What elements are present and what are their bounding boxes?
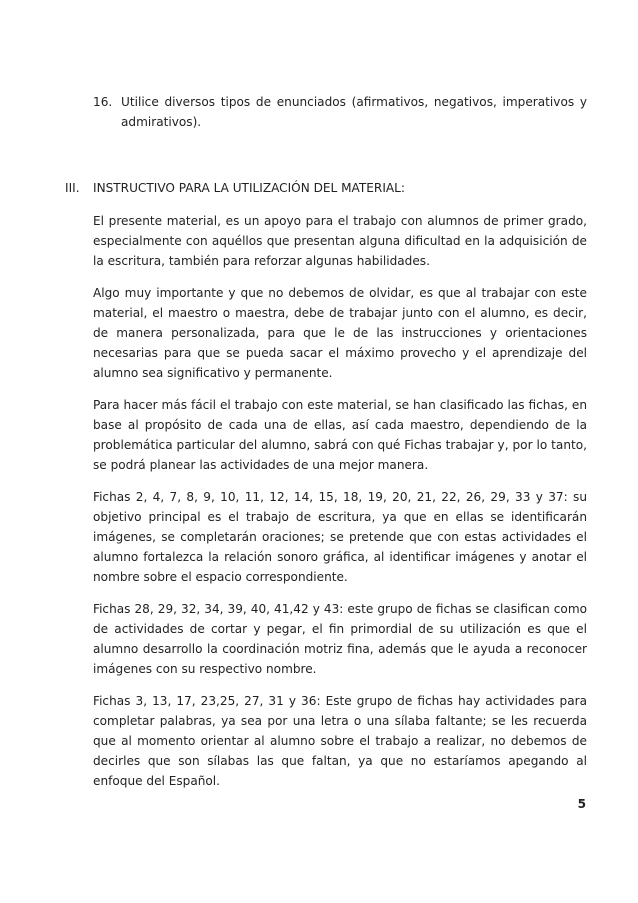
- section-number: III.: [65, 181, 80, 195]
- paragraph-intro: El presente material, es un apoyo para el trabajo con alumnos de primer grado, especialmente con aquéllos que presentan alguna dificultad en la adquisición de la escritura, también para reforzar algunas habilidades.: [93, 214, 587, 268]
- paragraph-classification: Para hacer más fácil el trabajo con este material, se han clasificado las fichas, en base al propósito de cada una de ellas, así cada maestro, dependiendo de la problemática particular del alumno, sabrá con qué Fichas trabajar y, por lo tanto, se podrá planear las actividades de una mejor manera.: [93, 398, 587, 472]
- list-item-16: [93, 92, 587, 132]
- section-title: INSTRUCTIVO PARA LA UTILIZACIÓN DEL MATERIAL:: [93, 181, 405, 195]
- list-item-number: 16.: [93, 95, 113, 109]
- section-body: [93, 178, 587, 803]
- paragraph-importance: Algo muy importante y que no debemos de olvidar, es que al trabajar con este material, el maestro o maestra, debe de trabajar junto con el alumno, es decir, de manera personalizada, para que le de las instrucciones y orientaciones necesarias para que se pueda sacar el máximo provecho y el aprendizaje del alumno sea significativo y permanente.: [93, 286, 587, 380]
- paragraph-cut-paste-cards: Fichas 28, 29, 32, 34, 39, 40, 41,42 y 43: este grupo de fichas se clasifican como de actividades de cortar y pegar, el fin primordial de su utilización es que el alumno desarrollo la coordinación motriz fina, además que le ayuda a reconocer imágenes con su respectivo nombre.: [93, 602, 587, 676]
- page-number: 5: [577, 797, 586, 811]
- list-item-text: Utilice diversos tipos de enunciados (afirmativos, negativos, imperativos y admirativos).: [121, 95, 587, 129]
- paragraph-complete-words-cards: Fichas 3, 13, 17, 23,25, 27, 31 y 36: Este grupo de fichas hay actividades para completar palabras, ya sea por una letra o una sílaba faltante; se les recuerda que al momento orientar al alumno sobre el trabajo a realizar, no debemos de decirles que son sílabas las que faltan, ya que no estaríamos apegando al enfoque del Español.: [93, 694, 587, 788]
- paragraph-writing-cards: Fichas 2, 4, 7, 8, 9, 10, 11, 12, 14, 15, 18, 19, 20, 21, 22, 26, 29, 33 y 37: su objetivo principal es el trabajo de escritura, ya que en ellas se identificarán imágenes, se completarán oraciones; se pretende que con estas actividades el alumno fortalezca la relación sonoro gráfica, al identificar imágenes y anotar el nombre sobre el espacio correspondiente.: [93, 490, 587, 584]
